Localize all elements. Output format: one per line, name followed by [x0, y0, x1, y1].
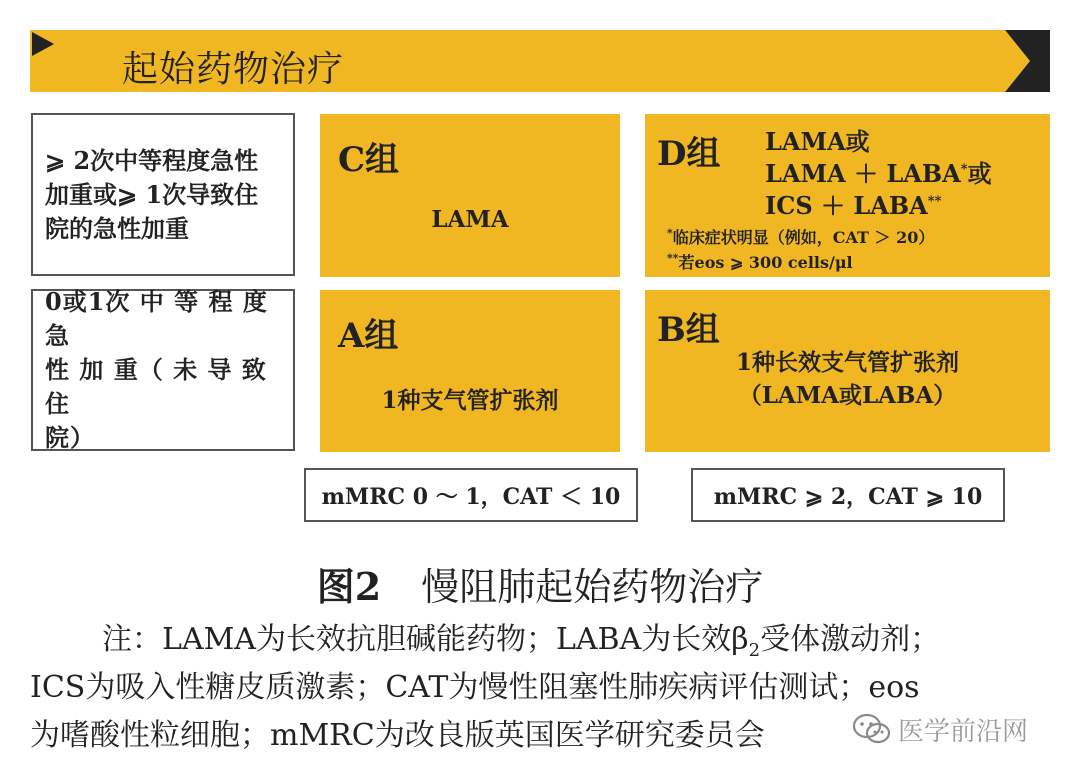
figure-number: 图2: [316, 564, 382, 609]
condition-line: 0或1次 中 等 程 度 急: [45, 287, 268, 350]
group-d-footnote-1: *临床症状明显（例如，CAT ＞ 20）: [667, 226, 935, 247]
figure-caption: [0, 556, 1080, 611]
group-d-box: [645, 114, 1050, 277]
condition-low-exacerbation: [31, 289, 295, 451]
axis-label-low-symptoms: mMRC 0 ～ 1，CAT ＜ 10: [304, 468, 638, 522]
group-b-label: B组: [657, 310, 720, 350]
group-b-line-1: 1种长效支气管扩张剂: [735, 349, 959, 376]
group-b-line-2: （LAMA或LABA）: [738, 382, 957, 409]
condition-line: 院）: [45, 423, 95, 452]
watermark-text: 医学前沿网: [898, 716, 1029, 747]
group-d-line-2: LAMA ＋ LABA*或: [765, 159, 992, 188]
condition-line: 院的急性加重: [45, 213, 189, 243]
group-d-footnote-2: **若eos ⩾ 300 cells/μl: [667, 251, 853, 272]
watermark: [850, 707, 1034, 751]
condition-high-exacerbation: [31, 113, 295, 276]
figure-title: 慢阻肺起始药物治疗: [421, 565, 764, 609]
note-line-2: ICS为吸入性糖皮质激素；CAT为慢性阻塞性肺疾病评估测试；eos: [30, 670, 920, 705]
wechat-icon: [852, 712, 892, 746]
header-banner: [30, 30, 1050, 92]
group-b-box: [645, 290, 1050, 452]
condition-line: 性 加 重（ 未 导 致 住: [45, 355, 267, 418]
group-c-box: [320, 114, 620, 277]
group-c-label: C组: [338, 140, 400, 180]
group-a-box: [320, 290, 620, 452]
group-a-treatment: 1种支气管扩张剂: [381, 387, 559, 414]
note-line-1: 注：LAMA为长效抗胆碱能药物；LABA为长效$\beta_2$受体激动剂；: [102, 622, 941, 661]
play-triangle-icon: [30, 30, 56, 58]
group-c-treatment: LAMA: [431, 206, 509, 233]
note-line-3: 为嗜酸性粒细胞；mMRC为改良版英国医学研究委员会: [30, 718, 765, 753]
condition-line: 加重或⩾ 1次导致住: [45, 179, 259, 209]
group-b-treatment: [645, 346, 1050, 412]
group-d-label: D组: [657, 134, 721, 174]
group-a-label: A组: [338, 316, 399, 356]
condition-line: ⩾ 2次中等程度急性: [45, 145, 259, 175]
group-d-line-3: ICS ＋ LABA**: [765, 191, 942, 220]
group-d-treatment: [765, 126, 992, 222]
axis-label-high-symptoms: mMRC ⩾ 2，CAT ⩾ 10: [691, 468, 1005, 522]
group-d-line-1: LAMA或: [765, 127, 870, 156]
banner-title: 起始药物治疗: [122, 49, 345, 90]
